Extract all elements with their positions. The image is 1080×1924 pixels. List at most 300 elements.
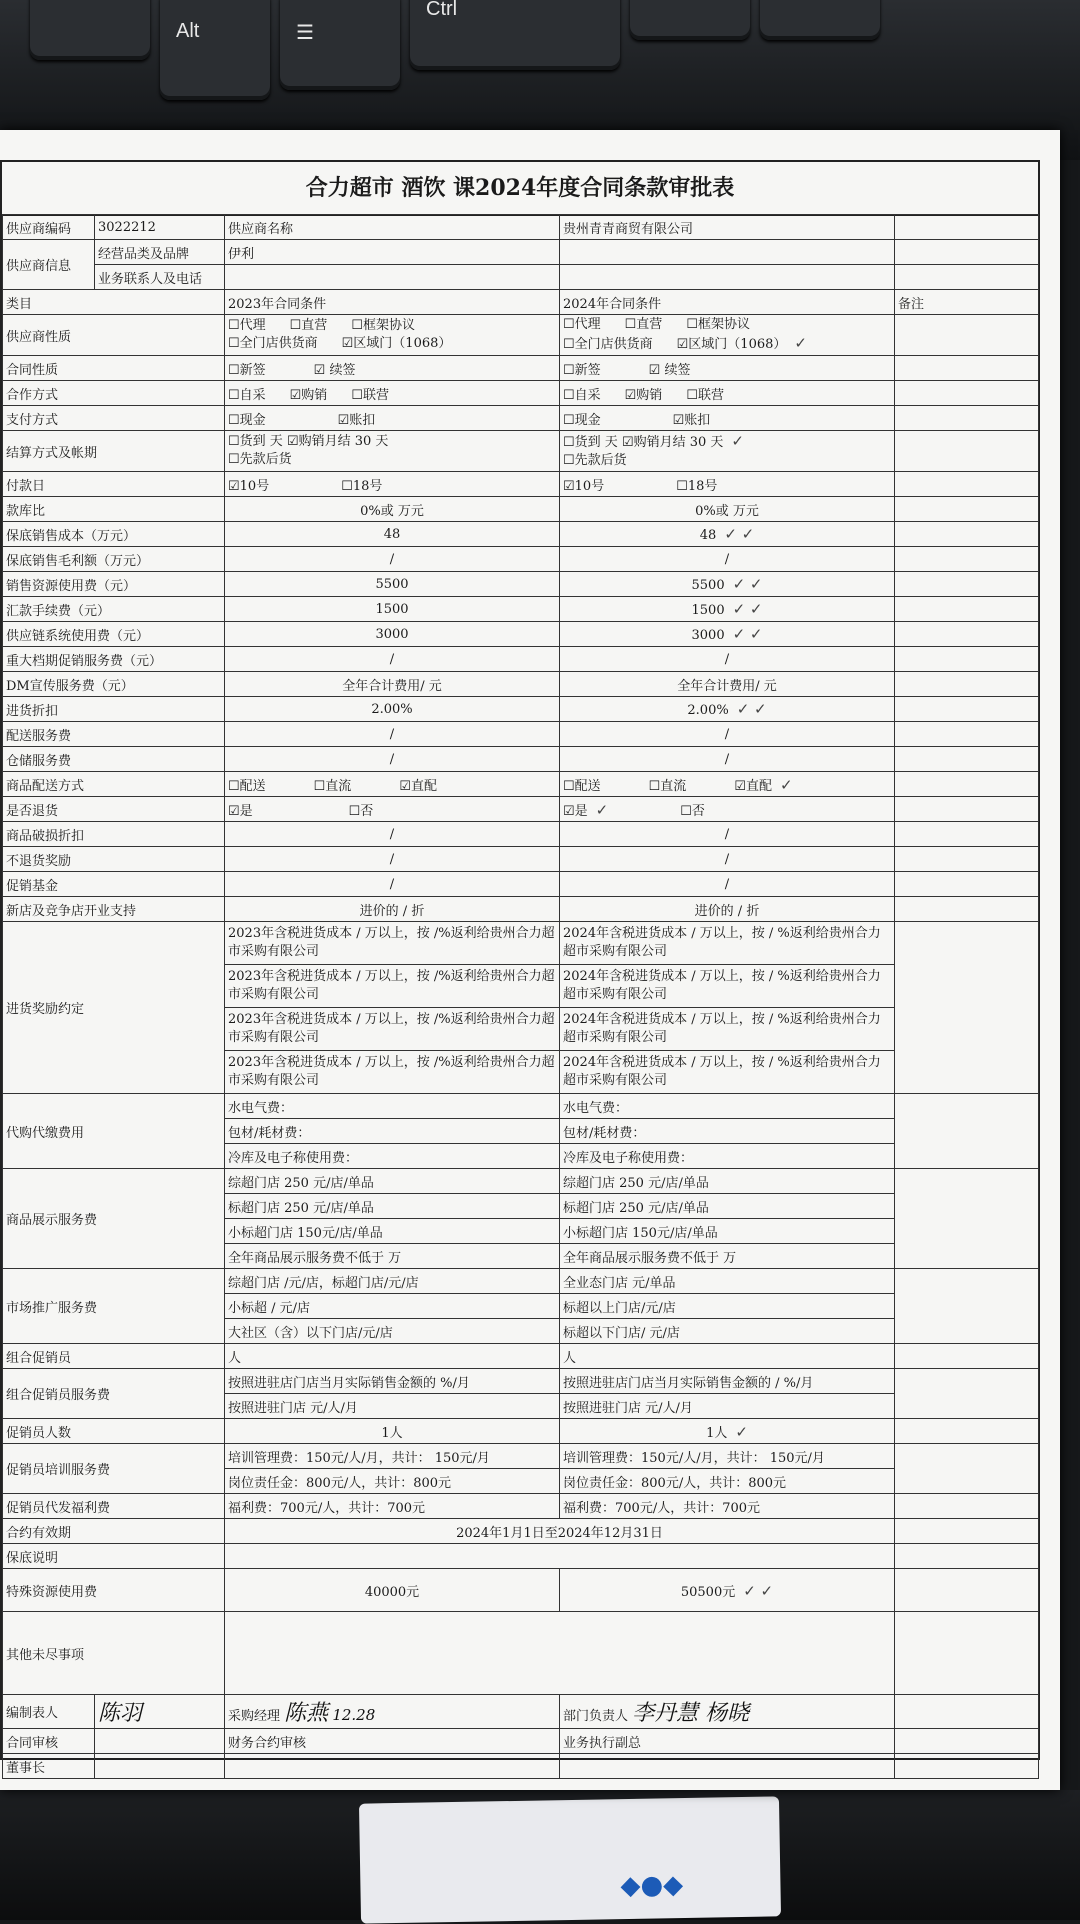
special-fee-2024 xyxy=(560,1569,895,1612)
checkbox-option: ☐新签 xyxy=(563,362,601,378)
signature-row xyxy=(3,1729,1039,1754)
checkbox-option: ☑是 xyxy=(228,803,253,819)
checkbox-option: ☐先款后货 xyxy=(228,452,292,467)
display-fee-2024: 小标超门店 150元/店/单品 xyxy=(560,1219,895,1244)
cell-empty xyxy=(95,1754,225,1779)
check-mark-icon: ✓ ✓ xyxy=(743,1581,774,1600)
cell-empty xyxy=(895,1729,1039,1754)
contract-nature-2024 xyxy=(560,356,895,381)
post-deposit-2024: 岗位责任金：800元/人，共计：800元 xyxy=(560,1469,895,1494)
delivery-mode-2023 xyxy=(225,772,560,797)
cell-empty xyxy=(895,647,1039,672)
supplier-nature-2023 xyxy=(225,315,560,356)
display-fee-2023: 全年商品展示服务费不低于 万 xyxy=(225,1244,560,1269)
table-row xyxy=(3,215,1039,240)
cell-empty xyxy=(895,897,1039,922)
checkbox-option: ☑购销 xyxy=(289,387,328,403)
dept-head-signature-cell xyxy=(560,1695,895,1729)
purchase-reward-2024: 2024年含税进货成本 / 万以上，按 / %返利给贵州合力超市采购有限公司 xyxy=(560,922,895,965)
table-row xyxy=(3,1169,1039,1194)
approval-form-paper xyxy=(0,130,1060,1790)
checkbox-option: ☑ 续签 xyxy=(313,362,356,378)
row-label: 进货折扣 xyxy=(3,697,225,722)
cell-empty xyxy=(895,265,1039,290)
cell-empty xyxy=(895,797,1039,822)
dm-fee-2024: 全年合计费用/ 元 xyxy=(560,672,895,697)
display-fee-2024: 标超门店 250 元/店/单品 xyxy=(560,1194,895,1219)
checkbox-option: ☐先款后货 xyxy=(563,453,627,468)
promoter-count-2024 xyxy=(560,1419,895,1444)
marketing-fee-2023: 综超门店 /元/店，标超门店/元/店 xyxy=(225,1269,560,1294)
form-title: 合力超市 酒饮 课2024年度合同条款审批表 xyxy=(2,162,1038,216)
row-label: 商品配送方式 xyxy=(3,772,225,797)
row-label: DM宣传服务费（元） xyxy=(3,672,225,697)
checkbox-option: ☐配送 xyxy=(563,778,601,794)
agency-fee-2024: 包材/耗材费： xyxy=(560,1119,895,1144)
preparer-signature: 陈羽 xyxy=(95,1695,225,1729)
cell-empty xyxy=(895,847,1039,872)
table-row xyxy=(3,472,1039,497)
buyer-signature: 陈燕 xyxy=(284,1701,329,1726)
cell-empty xyxy=(895,381,1039,406)
table-row xyxy=(3,622,1039,647)
supply-chain-2023: 3000 xyxy=(225,622,560,647)
checkbox-option: ☑购销月结 30 天 xyxy=(286,434,389,449)
checkbox-option: ☐货到 天 xyxy=(228,434,283,449)
table-row xyxy=(3,1494,1039,1519)
combo-staff-2024: 人 xyxy=(560,1344,895,1369)
cell-empty xyxy=(895,1369,1039,1419)
purchase-reward-2024: 2024年含税进货成本 / 万以上，按 / %返利给贵州合力超市采购有限公司 xyxy=(560,1008,895,1051)
check-mark-icon: ✓ xyxy=(595,800,609,819)
cell-empty xyxy=(895,1612,1039,1695)
checkbox-option: ☐18号 xyxy=(676,478,718,494)
purchase-reward-2024: 2024年含税进货成本 / 万以上，按 / %返利给贵州合力超市采购有限公司 xyxy=(560,1051,895,1094)
ctrl-key xyxy=(410,0,620,70)
cell-empty xyxy=(895,240,1039,265)
purchase-reward-2024: 2024年含税进货成本 / 万以上，按 / %返利给贵州合力超市采购有限公司 xyxy=(560,965,895,1008)
row-label: 市场推广服务费 xyxy=(3,1269,225,1344)
table-row xyxy=(3,1544,1039,1569)
table-row xyxy=(3,872,1039,897)
ctrl-key-label: Ctrl xyxy=(426,0,458,20)
value-text: 48 xyxy=(699,528,717,543)
pay-day-2024 xyxy=(560,472,895,497)
combo-fee-2023: 按照进驻门店 元/人/月 xyxy=(225,1394,560,1419)
guaranteed-margin-2024: / xyxy=(560,547,895,572)
table-row xyxy=(3,1612,1039,1695)
row-label: 新店及竞争店开业支持 xyxy=(3,897,225,922)
cell-empty xyxy=(895,772,1039,797)
agency-fee-2024: 水电气费： xyxy=(560,1094,895,1119)
table-row xyxy=(3,897,1039,922)
column-header-row xyxy=(3,290,1039,315)
cell-empty xyxy=(895,722,1039,747)
checkbox-option: ☑区域门（1068） xyxy=(676,337,787,352)
coop-mode-2023 xyxy=(225,381,560,406)
checkbox-option: ☐新签 xyxy=(228,362,266,378)
storage-fee-2024: / xyxy=(560,747,895,772)
row-label: 保底销售毛利额（万元） xyxy=(3,547,225,572)
major-promo-2023: / xyxy=(225,647,560,672)
row-label: 不退货奖励 xyxy=(3,847,225,872)
purchase-discount-2023: 2.00% xyxy=(225,697,560,722)
table-row xyxy=(3,315,1039,356)
promoter-count-2023: 1人 xyxy=(225,1419,560,1444)
agency-fee-2024: 冷库及电子称使用费： xyxy=(560,1144,895,1169)
cell-empty xyxy=(895,406,1039,431)
post-deposit-2023: 岗位责任金：800元/人，共计：800元 xyxy=(225,1469,560,1494)
cell-label: 供应商名称 xyxy=(225,215,560,240)
cell-empty xyxy=(895,356,1039,381)
display-fee-2024: 全年商品展示服务费不低于 万 xyxy=(560,1244,895,1269)
checkbox-option: ☑区域门（1068） xyxy=(341,336,452,351)
contract-nature-2023 xyxy=(225,356,560,381)
col-header-remark: 备注 xyxy=(895,290,1039,315)
cell-empty xyxy=(895,547,1039,572)
row-label: 组合促销员服务费 xyxy=(3,1369,225,1419)
value-text: 5500 xyxy=(691,578,725,593)
checkbox-option: ☑直配 xyxy=(734,778,772,794)
marketing-fee-2024: 全业态门店 元/单品 xyxy=(560,1269,895,1294)
table-row xyxy=(3,647,1039,672)
checkbox-option: ☑购销月结 30 天 xyxy=(621,435,724,450)
row-label: 商品破损折扣 xyxy=(3,822,225,847)
marketing-fee-2024: 标超以上门店/元/店 xyxy=(560,1294,895,1319)
row-label: 支付方式 xyxy=(3,406,225,431)
cell-empty xyxy=(895,1419,1039,1444)
checkbox-option: ☑10号 xyxy=(228,478,270,494)
cell-label: 董事长 xyxy=(3,1754,95,1779)
checkbox-option: ☐直营 xyxy=(624,317,663,332)
cell-empty xyxy=(895,1695,1039,1729)
row-label: 款库比 xyxy=(3,497,225,522)
table-row xyxy=(3,1419,1039,1444)
checkbox-option: ☐现金 xyxy=(228,412,266,428)
table-row xyxy=(3,772,1039,797)
row-label: 促销基金 xyxy=(3,872,225,897)
cell-label: 合同审核 xyxy=(3,1729,95,1754)
row-label: 供应商性质 xyxy=(3,315,225,356)
check-mark-icon: ✓ xyxy=(779,775,793,794)
cell-empty xyxy=(895,1569,1039,1612)
remit-fee-2023: 1500 xyxy=(225,597,560,622)
table-row xyxy=(3,522,1039,547)
training-fee-2024: 培训管理费：150元/人/月，共计： 150元/月 xyxy=(560,1444,895,1469)
welfare-2024: 福利费：700元/人，共计：700元 xyxy=(560,1494,895,1519)
cell-empty xyxy=(225,1544,895,1569)
table-row xyxy=(3,822,1039,847)
display-fee-2023: 标超门店 250 元/店/单品 xyxy=(225,1194,560,1219)
table-row xyxy=(3,406,1039,431)
cell-empty xyxy=(560,1754,895,1779)
cell-empty xyxy=(895,315,1039,356)
cell-label: 部门负责人 xyxy=(563,1709,629,1724)
key-blank xyxy=(760,0,880,40)
row-label: 代购代缴费用 xyxy=(3,1094,225,1169)
cell-label: 供应商信息 xyxy=(3,240,95,290)
table-row xyxy=(3,1444,1039,1469)
damage-discount-2023: / xyxy=(225,822,560,847)
cell-empty xyxy=(895,431,1039,472)
cell-empty xyxy=(895,1444,1039,1494)
cell-empty xyxy=(895,1494,1039,1519)
row-label: 供应链系统使用费（元） xyxy=(3,622,225,647)
promo-fund-2024: / xyxy=(560,872,895,897)
new-store-2023: 进价的 / 折 xyxy=(225,897,560,922)
cell-label: 经营品类及品牌 xyxy=(95,240,225,265)
table-row xyxy=(3,697,1039,722)
sales-resource-2024 xyxy=(560,572,895,597)
cell-empty xyxy=(895,1544,1039,1569)
table-row xyxy=(3,356,1039,381)
value-text: 2.00% xyxy=(687,703,729,718)
cell-empty xyxy=(895,697,1039,722)
cell-label: 财务合约审核 xyxy=(225,1729,560,1754)
row-label: 汇款手续费（元） xyxy=(3,597,225,622)
cell-empty xyxy=(560,240,895,265)
checkbox-option: ☐直营 xyxy=(289,318,328,333)
purchase-reward-2023: 2023年含税进货成本 / 万以上，按 /%返利给贵州合力超市采购有限公司 xyxy=(225,1051,560,1094)
checkbox-option: ☑账扣 xyxy=(337,412,376,428)
combo-fee-2024: 按照进驻门店 元/人/月 xyxy=(560,1394,895,1419)
no-return-bonus-2023: / xyxy=(225,847,560,872)
checkbox-option: ☑购销 xyxy=(624,387,663,403)
cell-label: 业务执行副总 xyxy=(560,1729,895,1754)
purchase-reward-2023: 2023年含税进货成本 / 万以上，按 /%返利给贵州合力超市采购有限公司 xyxy=(225,922,560,965)
checkbox-option: ☑直配 xyxy=(399,778,437,794)
row-label: 组合促销员 xyxy=(3,1344,225,1369)
value-text: 3000 xyxy=(691,628,725,643)
purchase-reward-2023: 2023年含税进货成本 / 万以上，按 /%返利给贵州合力超市采购有限公司 xyxy=(225,965,560,1008)
row-label: 进货奖励约定 xyxy=(3,922,225,1094)
logo-icon: ◆●◆ xyxy=(620,1870,684,1902)
table-row xyxy=(3,672,1039,697)
delivery-fee-2024: / xyxy=(560,722,895,747)
table-row xyxy=(3,1094,1039,1119)
stock-ratio-2024: 0%或 万元 xyxy=(560,497,895,522)
buyer-signature-cell xyxy=(225,1695,560,1729)
key-blank xyxy=(30,0,150,60)
cell-empty xyxy=(895,922,1039,1094)
returnable-2023 xyxy=(225,797,560,822)
stock-ratio-2023: 0%或 万元 xyxy=(225,497,560,522)
cell-empty xyxy=(895,522,1039,547)
special-fee-2023: 40000元 xyxy=(225,1569,560,1612)
check-mark-icon: ✓ xyxy=(735,1422,748,1441)
marketing-fee-2024: 标超以下门店/ 元/店 xyxy=(560,1319,895,1344)
cell-empty xyxy=(895,747,1039,772)
row-label: 保底说明 xyxy=(3,1544,225,1569)
col-header-2023: 2023年合同条件 xyxy=(225,290,560,315)
combo-fee-2024: 按照进驻店门店当月实际销售金额的 / %/月 xyxy=(560,1369,895,1394)
buyer-date: 12.28 xyxy=(332,1706,376,1724)
checkbox-option: ☐自采 xyxy=(228,387,266,403)
row-label: 其他未尽事项 xyxy=(3,1612,225,1695)
table-row xyxy=(3,1569,1039,1612)
table-row xyxy=(3,922,1039,965)
table-row xyxy=(3,547,1039,572)
table-row xyxy=(3,431,1039,472)
row-label: 促销员培训服务费 xyxy=(3,1444,225,1494)
row-label: 销售资源使用费（元） xyxy=(3,572,225,597)
cell-empty xyxy=(225,1754,560,1779)
check-mark-icon: ✓ ✓ xyxy=(724,525,755,543)
delivery-mode-2024 xyxy=(560,772,895,797)
checkbox-option: ☐全门店供货商 xyxy=(228,336,318,351)
row-label: 特殊资源使用费 xyxy=(3,1569,225,1612)
alt-key xyxy=(160,0,270,100)
cell-empty xyxy=(895,1169,1039,1269)
display-fee-2023: 小标超门店 150元/店/单品 xyxy=(225,1219,560,1244)
no-return-bonus-2024: / xyxy=(560,847,895,872)
table-row xyxy=(3,797,1039,822)
cell-empty xyxy=(895,1269,1039,1344)
welfare-2023: 福利费：700元/人，共计：700元 xyxy=(225,1494,560,1519)
brand-value: 伊利 xyxy=(225,240,560,265)
checkbox-option: ☐直流 xyxy=(313,778,352,794)
signature-row xyxy=(3,1754,1039,1779)
checkbox-option: ☑是 xyxy=(563,803,588,819)
key-blank xyxy=(630,0,750,40)
table-row xyxy=(3,1269,1039,1294)
sales-resource-2023: 5500 xyxy=(225,572,560,597)
checkbox-option: ☐否 xyxy=(680,803,705,819)
storage-fee-2023: / xyxy=(225,747,560,772)
returnable-2024 xyxy=(560,797,895,822)
checkbox-option: ☐18号 xyxy=(341,478,383,494)
settlement-2024 xyxy=(560,431,895,472)
display-fee-2023: 综超门店 250 元/店/单品 xyxy=(225,1169,560,1194)
checkbox-option: ☐否 xyxy=(348,803,374,819)
new-store-2024: 进价的 / 折 xyxy=(560,897,895,922)
combo-staff-2023: 人 xyxy=(225,1344,560,1369)
form-sheet xyxy=(0,160,1040,1776)
check-mark-icon: ✓ ✓ xyxy=(732,600,763,618)
row-label: 合约有效期 xyxy=(3,1519,225,1544)
row-label: 商品展示服务费 xyxy=(3,1169,225,1269)
cell-empty xyxy=(895,1344,1039,1369)
row-label: 合作方式 xyxy=(3,381,225,406)
alt-key-label: Alt xyxy=(176,20,200,42)
checkbox-option: ☐自采 xyxy=(563,387,601,403)
cell-empty xyxy=(895,1754,1039,1779)
value-text: 50500元 xyxy=(680,1584,736,1600)
cell-empty xyxy=(895,672,1039,697)
agency-fee-2023: 冷库及电子称使用费： xyxy=(225,1144,560,1169)
pay-day-2023 xyxy=(225,472,560,497)
checkbox-option: ☐现金 xyxy=(563,412,601,428)
checkbox-option: ☑ 续签 xyxy=(648,362,691,378)
row-label: 仓储服务费 xyxy=(3,747,225,772)
cell-empty xyxy=(895,572,1039,597)
cell-empty xyxy=(560,265,895,290)
table-row xyxy=(3,497,1039,522)
card-under-paper xyxy=(359,1796,781,1923)
training-fee-2023: 培训管理费：150元/人/月，共计： 150元/月 xyxy=(225,1444,560,1469)
settlement-2023 xyxy=(225,431,560,472)
checkbox-option: ☑10号 xyxy=(563,478,605,494)
check-mark-icon: ✓ xyxy=(794,334,807,352)
checkbox-option: ☐代理 xyxy=(563,317,601,332)
checkbox-option: ☑账扣 xyxy=(672,412,711,428)
dept-head-signature: 李丹慧 杨晓 xyxy=(632,1701,750,1726)
row-label: 付款日 xyxy=(3,472,225,497)
promo-fund-2023: / xyxy=(225,872,560,897)
check-mark-icon: ✓ ✓ xyxy=(732,575,763,593)
checkbox-option: ☐联营 xyxy=(351,387,389,403)
row-label: 配送服务费 xyxy=(3,722,225,747)
payment-2023 xyxy=(225,406,560,431)
major-promo-2024: / xyxy=(560,647,895,672)
cell-label: 采购经理 xyxy=(228,1709,281,1724)
checkbox-option: ☐配送 xyxy=(228,778,266,794)
cell-empty xyxy=(895,622,1039,647)
checkbox-option: ☐货到 天 xyxy=(563,435,618,450)
agency-fee-2023: 水电气费： xyxy=(225,1094,560,1119)
checkbox-option: ☐框架协议 xyxy=(686,317,750,332)
validity-value: 2024年1月1日至2024年12月31日 xyxy=(225,1519,895,1544)
supplier-nature-2024 xyxy=(560,315,895,356)
table-row xyxy=(3,1519,1039,1544)
value-text: 1500 xyxy=(691,603,725,618)
checkbox-option: ☐代理 xyxy=(228,318,266,333)
row-label: 促销员人数 xyxy=(3,1419,225,1444)
damage-discount-2024: / xyxy=(560,822,895,847)
remit-fee-2024 xyxy=(560,597,895,622)
value-text: 1人 xyxy=(706,1425,728,1441)
cell-label: 业务联系人及电话 xyxy=(95,265,225,290)
row-label: 是否退货 xyxy=(3,797,225,822)
dm-fee-2023: 全年合计费用/ 元 xyxy=(225,672,560,697)
row-label: 保底销售成本（万元） xyxy=(3,522,225,547)
checkbox-option: ☐直流 xyxy=(648,778,687,794)
cell-empty xyxy=(225,265,560,290)
guaranteed-cost-2023: 48 xyxy=(225,522,560,547)
cell-empty xyxy=(895,472,1039,497)
marketing-fee-2023: 小标超 / 元/店 xyxy=(225,1294,560,1319)
display-fee-2024: 综超门店 250 元/店/单品 xyxy=(560,1169,895,1194)
row-label: 结算方式及帐期 xyxy=(3,431,225,472)
cell-empty xyxy=(225,1612,895,1695)
table-row xyxy=(3,572,1039,597)
check-mark-icon: ✓ ✓ xyxy=(736,700,767,718)
table-row xyxy=(3,265,1039,290)
menu-icon: ☰ xyxy=(296,22,314,44)
coop-mode-2024 xyxy=(560,381,895,406)
combo-fee-2023: 按照进驻店门店当月实际销售金额的 %/月 xyxy=(225,1369,560,1394)
supplier-code: 3022212 xyxy=(95,215,225,240)
payment-2024 xyxy=(560,406,895,431)
signature-row xyxy=(3,1695,1039,1729)
purchase-discount-2024 xyxy=(560,697,895,722)
row-label: 合同性质 xyxy=(3,356,225,381)
cell-empty xyxy=(95,1729,225,1754)
guaranteed-margin-2023: / xyxy=(225,547,560,572)
cell-empty xyxy=(895,497,1039,522)
checkbox-option: ☐全门店供货商 xyxy=(563,337,653,352)
cell-empty xyxy=(895,822,1039,847)
table-row xyxy=(3,597,1039,622)
supplier-name: 贵州青青商贸有限公司 xyxy=(560,215,895,240)
menu-key xyxy=(280,0,400,90)
cell-label: 编制表人 xyxy=(3,1695,95,1729)
cell-empty xyxy=(895,597,1039,622)
cell-empty xyxy=(895,1094,1039,1169)
purchase-reward-2023: 2023年含税进货成本 / 万以上，按 /%返利给贵州合力超市采购有限公司 xyxy=(225,1008,560,1051)
table-row xyxy=(3,722,1039,747)
check-mark-icon: ✓ ✓ xyxy=(732,625,763,643)
